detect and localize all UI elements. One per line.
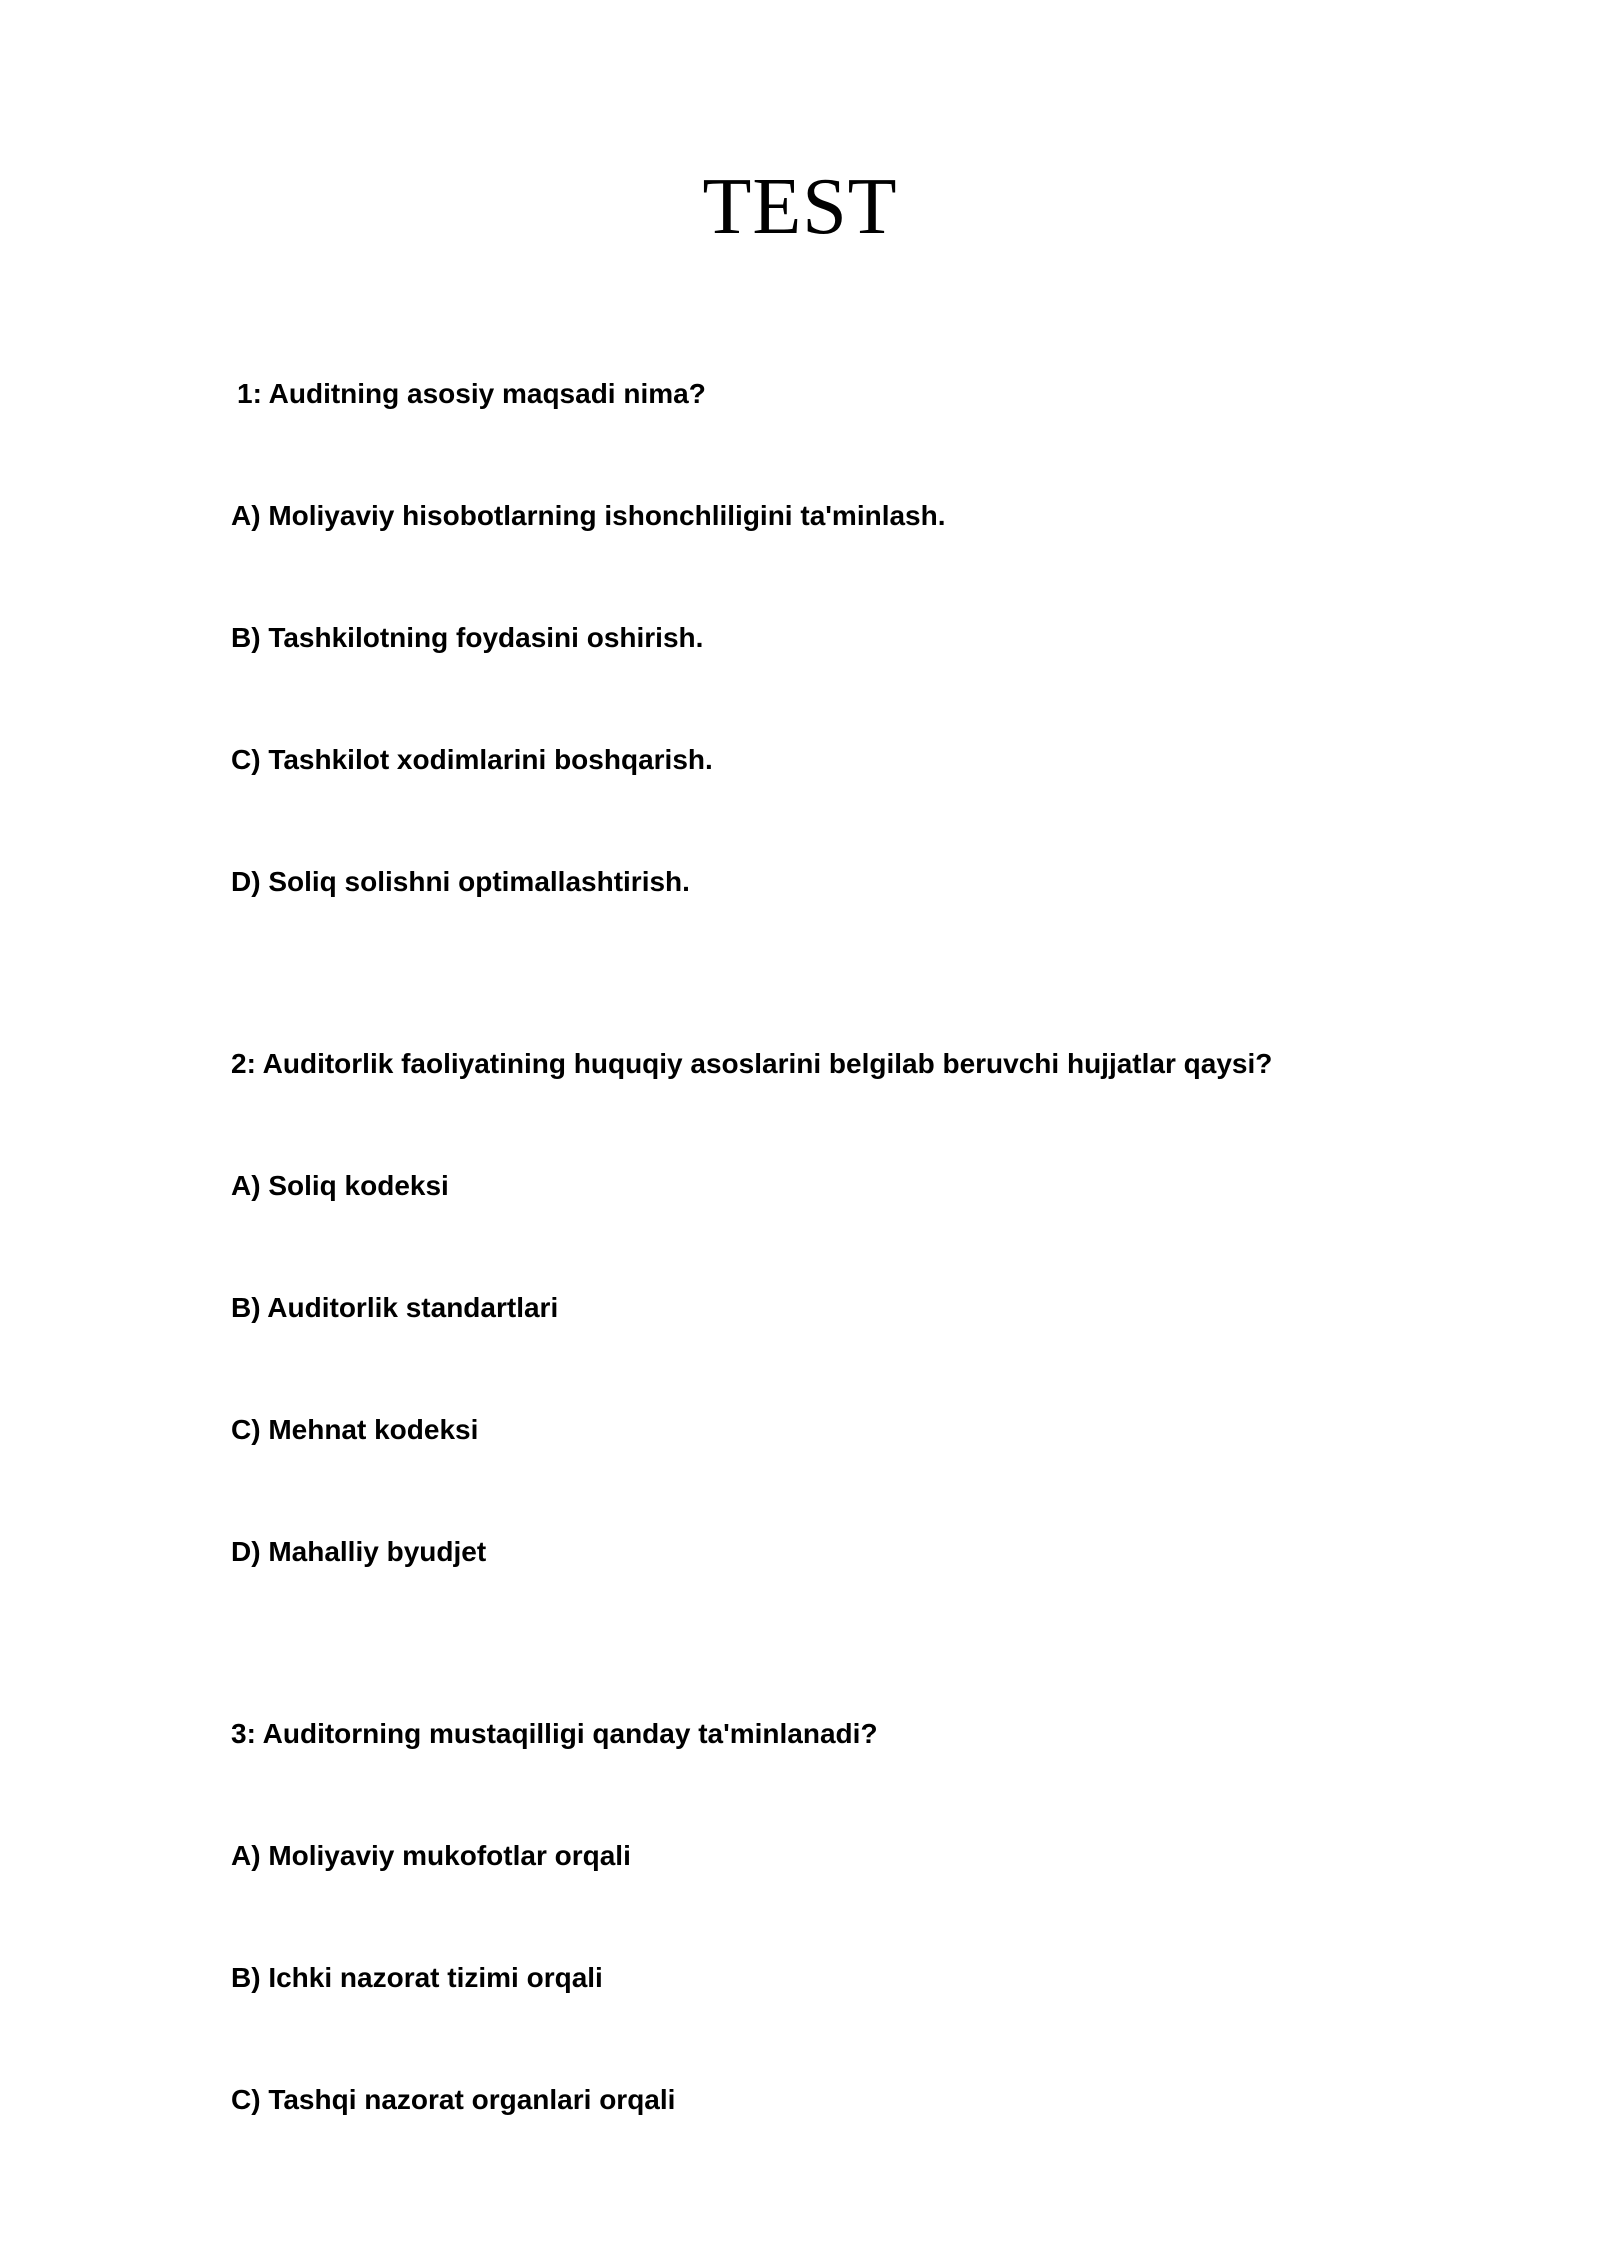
question-3-option-a: A) Moliyaviy mukofotlar orqali (231, 1840, 631, 1871)
question-1-option-b: B) Tashkilotning foydasini oshirish. (231, 622, 704, 653)
question-2-text: 2: Auditorlik faoliyatining huquqiy asoslarini belgilab beruvchi hujjatlar qaysi? (231, 1048, 1273, 1079)
question-2-option-d: D) Mahalliy byudjet (231, 1536, 487, 1567)
question-1-option-d: D) Soliq solishni optimallashtirish. (231, 866, 690, 897)
question-2-option-b: B) Auditorlik standartlari (231, 1292, 559, 1323)
question-1-text: 1: Auditning asosiy maqsadi nima? (237, 378, 706, 409)
question-3-option-c: C) Tashqi nazorat organlari orqali (231, 2084, 676, 2115)
question-1-option-c: C) Tashkilot xodimlarini boshqarish. (231, 744, 713, 775)
question-3-text: 3: Auditorning mustaqilligi qanday ta'minlanadi? (231, 1718, 878, 1749)
question-3-option-b: B) Ichki nazorat tizimi orqali (231, 1962, 603, 1993)
question-2-option-a: A) Soliq kodeksi (231, 1170, 449, 1201)
question-1-option-a: A) Moliyaviy hisobotlarning ishonchliligini ta'minlash. (231, 500, 946, 531)
question-2-option-c: C) Mehnat kodeksi (231, 1414, 479, 1445)
page-title: TEST (702, 163, 898, 251)
